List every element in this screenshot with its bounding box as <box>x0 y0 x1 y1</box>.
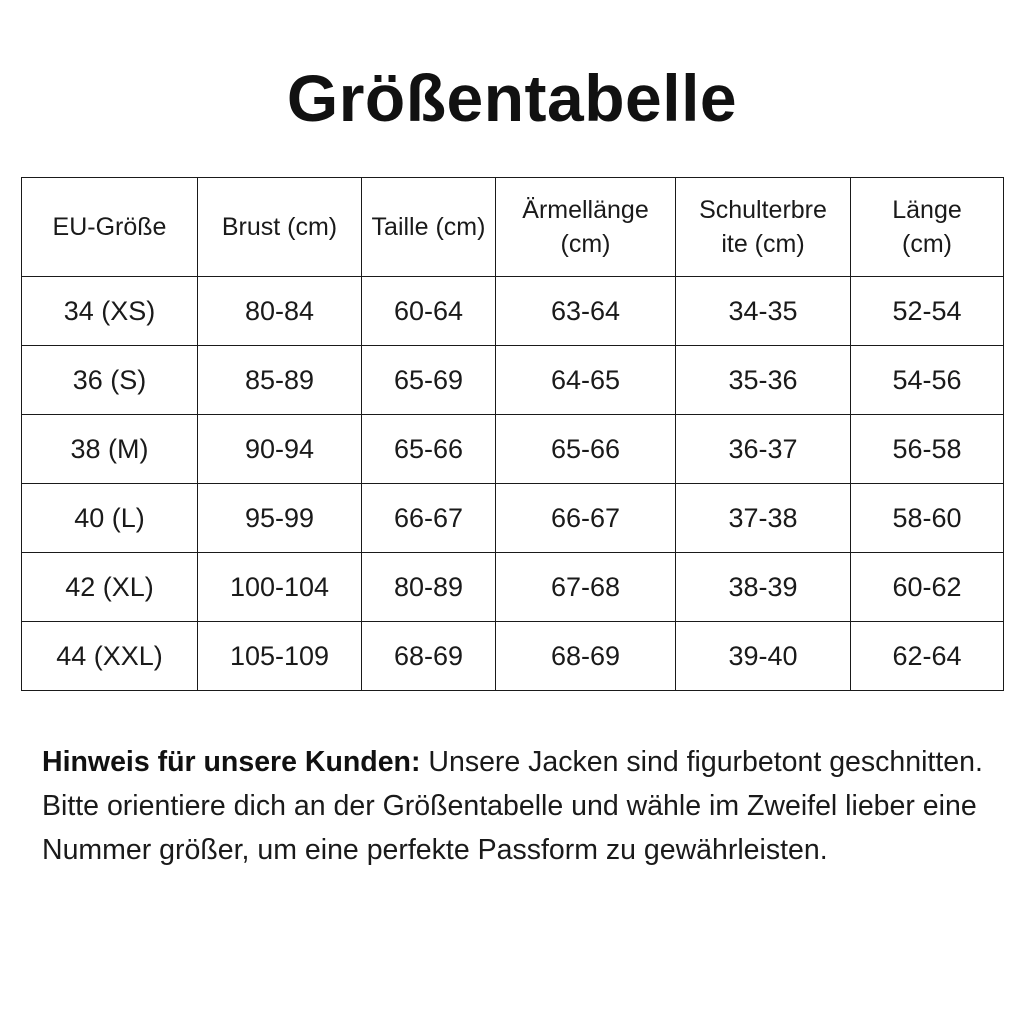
cell-waist: 66-67 <box>362 484 496 553</box>
cell-sleeve-length: 66-67 <box>496 484 676 553</box>
cell-length: 62-64 <box>851 622 1004 691</box>
header-length-line-1: Länge <box>892 196 962 224</box>
cell-chest: 80-84 <box>198 277 362 346</box>
customer-note-label: Hinweis für unsere Kunden: <box>42 746 421 778</box>
table-row <box>22 415 1004 484</box>
customer-note-text: Unsere Jacken sind figurbetont geschnitten. Bitte orientiere dich an der Größentabelle und wähle im Zweifel lieber eine Nummer größer, um eine perfekte Passform zu gewährleisten. <box>42 746 983 866</box>
header-sleeve-length-line-1: Ärmellänge <box>522 196 649 224</box>
cell-chest: 95-99 <box>198 484 362 553</box>
header-eu-size <box>22 178 198 277</box>
cell-chest: 85-89 <box>198 346 362 415</box>
cell-shoulder-width: 38-39 <box>676 553 851 622</box>
cell-shoulder-width: 37-38 <box>676 484 851 553</box>
cell-shoulder-width: 34-35 <box>676 277 851 346</box>
header-waist <box>362 178 496 277</box>
cell-chest: 100-104 <box>198 553 362 622</box>
cell-chest: 105-109 <box>198 622 362 691</box>
header-eu-size-line-1: EU-Größe <box>52 213 167 241</box>
cell-eu-size: 42 (XL) <box>22 553 198 622</box>
cell-waist: 60-64 <box>362 277 496 346</box>
cell-length: 52-54 <box>851 277 1004 346</box>
cell-shoulder-width: 35-36 <box>676 346 851 415</box>
cell-shoulder-width: 39-40 <box>676 622 851 691</box>
cell-sleeve-length: 64-65 <box>496 346 676 415</box>
cell-chest: 90-94 <box>198 415 362 484</box>
cell-waist: 65-69 <box>362 346 496 415</box>
cell-waist: 80-89 <box>362 553 496 622</box>
table-row <box>22 277 1004 346</box>
size-table <box>21 177 1004 691</box>
table-row <box>22 622 1004 691</box>
header-shoulder-width <box>676 178 851 277</box>
cell-length: 54-56 <box>851 346 1004 415</box>
header-chest-line-1: Brust (cm) <box>221 213 338 241</box>
cell-eu-size: 44 (XXL) <box>22 622 198 691</box>
cell-shoulder-width: 36-37 <box>676 415 851 484</box>
table-row <box>22 484 1004 553</box>
header-shoulder-width-line-1: Schulterbre <box>699 196 827 224</box>
cell-sleeve-length: 63-64 <box>496 277 676 346</box>
cell-sleeve-length: 67-68 <box>496 553 676 622</box>
cell-eu-size: 38 (M) <box>22 415 198 484</box>
cell-eu-size: 40 (L) <box>22 484 198 553</box>
header-waist-line-1: Taille (cm) <box>371 213 486 241</box>
header-length <box>851 178 1004 277</box>
cell-waist: 68-69 <box>362 622 496 691</box>
customer-note <box>42 740 992 872</box>
cell-length: 60-62 <box>851 553 1004 622</box>
header-sleeve-length <box>496 178 676 277</box>
header-chest <box>198 178 362 277</box>
cell-sleeve-length: 68-69 <box>496 622 676 691</box>
cell-length: 58-60 <box>851 484 1004 553</box>
table-row <box>22 346 1004 415</box>
page-title: Größentabelle <box>286 61 738 135</box>
cell-eu-size: 36 (S) <box>22 346 198 415</box>
table-header-row <box>22 178 1004 277</box>
header-sleeve-length-line-2: (cm) <box>560 230 611 258</box>
cell-waist: 65-66 <box>362 415 496 484</box>
cell-eu-size: 34 (XS) <box>22 277 198 346</box>
header-shoulder-width-line-2: ite (cm) <box>721 230 805 258</box>
cell-sleeve-length: 65-66 <box>496 415 676 484</box>
cell-length: 56-58 <box>851 415 1004 484</box>
header-length-line-2: (cm) <box>902 230 952 258</box>
table-row <box>22 553 1004 622</box>
